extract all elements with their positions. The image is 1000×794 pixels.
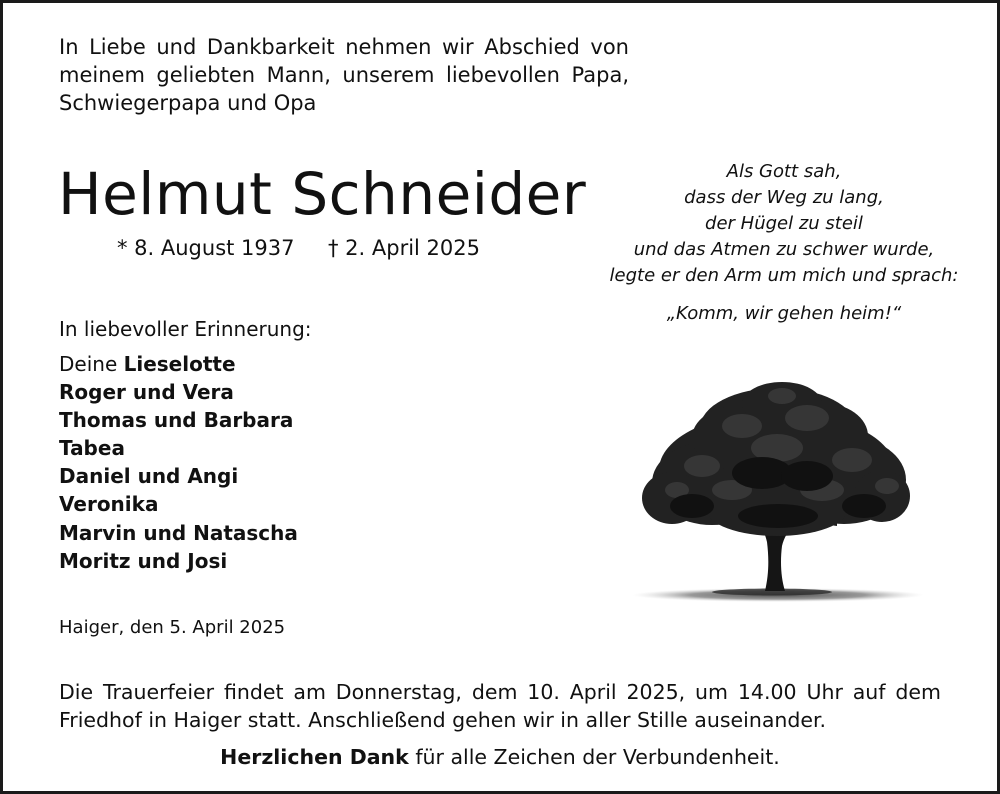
thanks-rest: für alle Zeichen der Verbundenheit. bbox=[408, 745, 780, 769]
poem bbox=[600, 159, 968, 327]
family-item bbox=[59, 547, 298, 575]
poem-quote: „Komm, wir gehen heim!“ bbox=[666, 303, 902, 324]
family-item bbox=[59, 462, 298, 490]
family-item bbox=[59, 350, 298, 378]
deceased-name: Helmut Schneider bbox=[58, 160, 587, 228]
family-names: Thomas und Barbara bbox=[59, 408, 294, 433]
thanks-line bbox=[0, 743, 1000, 771]
birth-date: * 8. August 1937 bbox=[117, 236, 295, 260]
family-list bbox=[59, 350, 298, 575]
family-names: Moritz und Josi bbox=[59, 548, 228, 573]
poem-line: dass der Weg zu lang, bbox=[684, 187, 884, 208]
place-date: Haiger, den 5. April 2025 bbox=[59, 617, 286, 638]
family-names: Lieselotte bbox=[123, 352, 236, 376]
death-date: † 2. April 2025 bbox=[328, 236, 481, 260]
family-names: Marvin und Natascha bbox=[59, 520, 298, 545]
poem-line: Als Gott sah, bbox=[726, 161, 842, 182]
memory-heading: In liebevoller Erinnerung: bbox=[59, 317, 312, 341]
funeral-info: Die Trauerfeier findet am Donnerstag, dem 10. April 2025, um 14.00 Uhr auf dem Friedhof in Haiger statt. Anschließend gehen wir in aller Stille auseinander. bbox=[59, 680, 941, 732]
tree-illustration bbox=[632, 378, 924, 606]
family-names: Daniel und Angi bbox=[59, 464, 239, 489]
family-item bbox=[59, 406, 298, 434]
poem-line: legte er den Arm um mich und sprach: bbox=[609, 265, 959, 286]
intro-text: In Liebe und Dankbarkeit nehmen wir Abschied von meinem geliebten Mann, unserem liebevollen Papa, Schwiegerpapa und Opa bbox=[59, 35, 629, 115]
poem-line: der Hügel zu steil bbox=[705, 213, 863, 234]
family-names: Veronika bbox=[59, 492, 159, 517]
family-item bbox=[59, 434, 298, 462]
family-item bbox=[59, 378, 298, 406]
family-names: Tabea bbox=[59, 436, 125, 461]
family-prefix: Deine bbox=[59, 352, 124, 376]
family-item bbox=[59, 490, 298, 518]
family-item bbox=[59, 519, 298, 547]
family-names: Roger und Vera bbox=[59, 380, 234, 405]
thanks-bold: Herzlichen Dank bbox=[220, 745, 409, 769]
poem-line: und das Atmen zu schwer wurde, bbox=[633, 239, 935, 260]
